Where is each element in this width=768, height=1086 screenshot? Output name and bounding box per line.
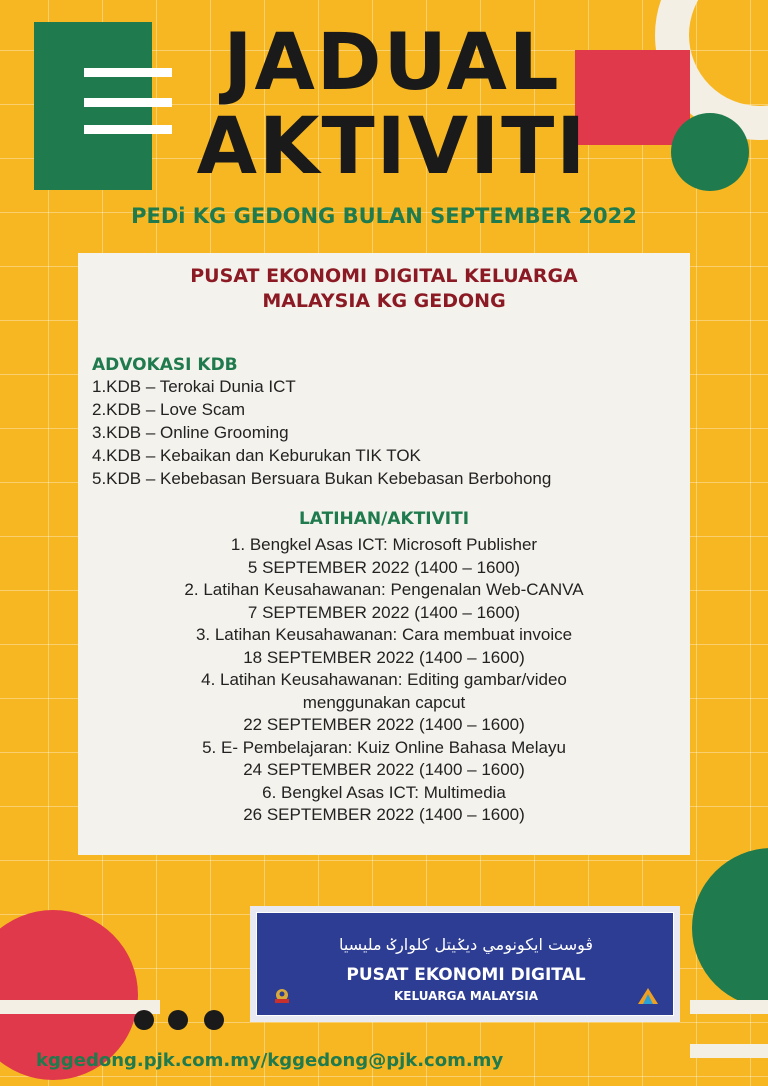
latihan-line: 22 SEPTEMBER 2022 (1400 – 1600) xyxy=(243,715,525,734)
logo-name: PUSAT EKONOMI DIGITAL xyxy=(346,965,586,985)
decor-green-circle-bottom xyxy=(692,848,768,1008)
pedi-logo-banner xyxy=(250,906,680,1022)
logo-jawi-text: ڤوست ايكونومي ديݢيتل كلوارݢ مليسيا xyxy=(338,935,594,954)
logo-subtitle: KELUARGA MALAYSIA xyxy=(393,989,539,1003)
advokasi-heading: ADVOKASI KDB xyxy=(92,355,238,375)
organization-line-1: PUSAT EKONOMI DIGITAL KELUARGA xyxy=(190,265,578,287)
latihan-line: 6. Bengkel Asas ICT: Multimedia xyxy=(262,782,506,802)
advokasi-item: 4.KDB – Kebaikan dan Keburukan TIK TOK xyxy=(92,446,421,465)
pedi-logo-panel xyxy=(256,912,674,1016)
decor-dot xyxy=(134,1010,154,1030)
title-line-2: AKTIVITI xyxy=(196,102,588,192)
decor-white-bar xyxy=(690,1000,768,1014)
list-icon-line xyxy=(84,125,172,134)
latihan-line: 5. E- Pembelajaran: Kuiz Online Bahasa Melayu xyxy=(202,737,566,757)
latihan-line: 24 SEPTEMBER 2022 (1400 – 1600) xyxy=(243,760,525,779)
latihan-line: 5 SEPTEMBER 2022 (1400 – 1600) xyxy=(247,557,521,577)
government-crest-icon xyxy=(271,987,293,1005)
list-icon-block xyxy=(34,22,152,190)
latihan-list xyxy=(78,534,690,827)
decor-dot xyxy=(204,1010,224,1030)
list-icon-line xyxy=(84,68,172,77)
latihan-heading: LATIHAN/AKTIVITI xyxy=(298,509,470,529)
decor-dot xyxy=(168,1010,188,1030)
subtitle: PEDi KG GEDONG BULAN SEPTEMBER 2022 xyxy=(131,204,637,228)
latihan-line: 26 SEPTEMBER 2022 (1400 – 1600) xyxy=(243,805,525,824)
mcmc-logo-icon xyxy=(637,987,659,1005)
decor-green-circle xyxy=(671,113,749,191)
advokasi-item: 1.KDB – Terokai Dunia ICT xyxy=(92,377,296,396)
latihan-line: menggunakan capcut xyxy=(302,692,466,712)
advokasi-list xyxy=(92,375,551,490)
footer-contact: kggedong.pjk.com.my/kggedong@pjk.com.my xyxy=(36,1050,504,1071)
schedule-card xyxy=(78,253,690,855)
list-icon-line xyxy=(84,98,172,107)
title-line-1: JADUAL xyxy=(223,18,561,108)
advokasi-item: 2.KDB – Love Scam xyxy=(92,400,246,419)
latihan-line: 1. Bengkel Asas ICT: Microsoft Publisher xyxy=(230,535,538,554)
latihan-line: 7 SEPTEMBER 2022 (1400 – 1600) xyxy=(247,602,521,622)
advokasi-item: 5.KDB – Kebebasan Bersuara Bukan Kebebasan Berbohong xyxy=(92,469,552,488)
organization-name xyxy=(78,264,690,314)
organization-line-2: MALAYSIA KG GEDONG xyxy=(262,290,506,312)
latihan-line: 2. Latihan Keusahawanan: Pengenalan Web-CANVA xyxy=(184,580,584,599)
latihan-line: 4. Latihan Keusahawanan: Editing gambar/video xyxy=(201,670,567,689)
advokasi-item: 3.KDB – Online Grooming xyxy=(92,423,289,442)
latihan-line: 3. Latihan Keusahawanan: Cara membuat invoice xyxy=(195,625,573,644)
decor-white-bar xyxy=(690,1044,768,1058)
latihan-line: 18 SEPTEMBER 2022 (1400 – 1600) xyxy=(243,647,525,667)
